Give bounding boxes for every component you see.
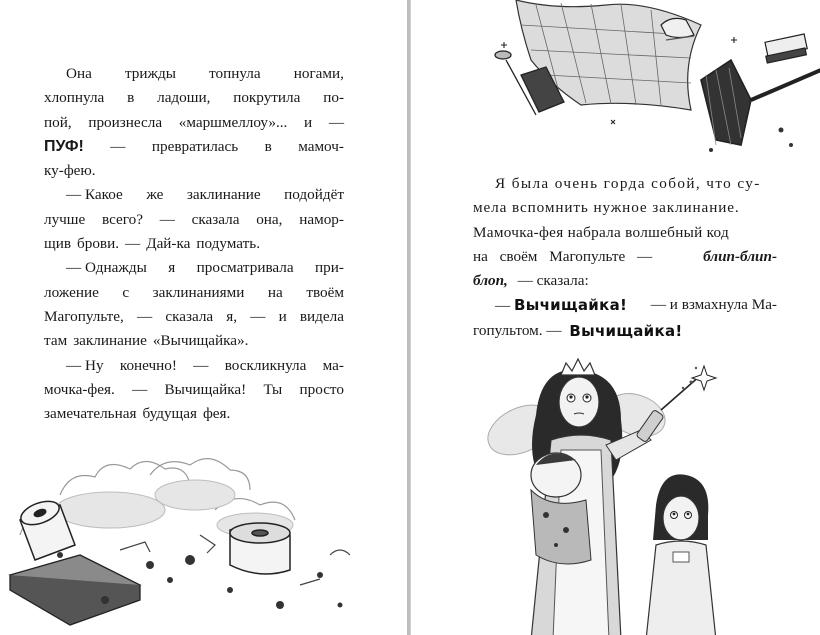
- text-word: намор-: [299, 210, 344, 228]
- text-line: [44, 183, 344, 207]
- text-word: Она: [66, 65, 92, 82]
- text-word: —: [159, 210, 175, 228]
- text-word: воскликнула: [224, 356, 307, 374]
- text-word: — Ну: [66, 356, 104, 374]
- text-word: — Однажды: [66, 259, 147, 277]
- text-word: заклинание: [73, 332, 147, 350]
- text-line: блоп, — сказала:: [473, 272, 589, 290]
- text-line: [44, 111, 344, 135]
- text-word: видела: [299, 307, 344, 325]
- text-word: я: [168, 259, 176, 277]
- text-word: Дай-ка: [146, 235, 191, 253]
- spell-word: Вычищайка!: [513, 296, 628, 315]
- text-word: мамоч-: [298, 137, 344, 155]
- text-word: на: [267, 283, 283, 301]
- text-word: же: [146, 186, 164, 204]
- text-word: произнесла: [88, 113, 163, 131]
- text-word: всего?: [102, 210, 143, 228]
- text-line: — Вычищайка! — и взмахнула Ма-: [495, 296, 777, 315]
- text-word: трижды: [124, 65, 176, 82]
- text-word: фея.: [202, 405, 231, 423]
- text-word: просто: [299, 380, 344, 398]
- cleaning-mess-illustration: [0, 415, 407, 635]
- text-word: конечно!: [119, 356, 177, 374]
- text-word: подумать.: [196, 235, 261, 253]
- text-word: твоём: [306, 283, 344, 301]
- text-word: —: [125, 235, 141, 253]
- text-word: заклинание: [186, 186, 261, 204]
- text-word: по-: [323, 89, 344, 107]
- text-word: при-: [315, 259, 344, 277]
- text-line: [44, 256, 344, 280]
- left-page: [0, 0, 408, 635]
- text-word: в: [264, 137, 272, 155]
- text-word: брови.: [77, 235, 120, 253]
- text-word: и: [278, 307, 287, 325]
- right-page-text: [473, 172, 777, 343]
- text-word: превратилась: [151, 137, 239, 155]
- text-word: сказала: [165, 307, 214, 325]
- flying-brooms-cloth-illustration: [411, 0, 820, 165]
- right-page: [410, 0, 820, 635]
- text-word: будущая: [142, 405, 197, 423]
- text-word: —: [110, 137, 126, 155]
- text-word: там: [44, 332, 68, 350]
- text-line: [44, 232, 344, 256]
- spell-word: Вычищайка!: [569, 321, 683, 340]
- text-line: [44, 329, 344, 353]
- text-word: ложение: [44, 283, 99, 301]
- left-page-text: [44, 62, 344, 426]
- text-line: мела вспомнить нужное заклинание.: [473, 199, 740, 217]
- text-word: пой,: [44, 113, 72, 131]
- text-word: ма-: [322, 356, 344, 374]
- text-word: —: [137, 307, 153, 325]
- fairy-mother-and-children-illustration: [411, 340, 820, 635]
- text-word: «маршмеллоу»...: [178, 113, 288, 131]
- text-line: [44, 135, 344, 159]
- text-word: в: [127, 89, 135, 107]
- text-word: —: [328, 113, 344, 131]
- text-word: мочка-фея.: [44, 380, 115, 398]
- text-line: [44, 305, 344, 329]
- text-line: Я была очень горда собой, что су-: [495, 175, 761, 192]
- text-line: на своём Магопульте — блип-блип-: [473, 247, 777, 265]
- text-word: топнула: [209, 65, 261, 82]
- text-line: [44, 281, 344, 305]
- text-word: ку-фею.: [44, 162, 96, 180]
- text-word: — Какое: [66, 186, 123, 204]
- text-line: Мамочка-фея набрала волшебный код: [473, 223, 730, 241]
- text-word: ладоши,: [157, 89, 211, 107]
- text-line: [44, 62, 344, 86]
- text-line: гопультом. — Вычищайка!: [473, 319, 777, 343]
- text-word: сказала: [191, 210, 240, 228]
- text-line: [44, 86, 344, 110]
- text-word: «Вычищайка».: [152, 332, 249, 350]
- text-line: [44, 378, 344, 402]
- text-word: покрутила: [233, 89, 301, 107]
- text-word: просматривала: [196, 259, 294, 277]
- text-word: Вычищайка!: [164, 380, 247, 398]
- text-word: щив: [44, 235, 71, 253]
- text-word: Ты: [263, 380, 283, 398]
- text-line: [44, 208, 344, 232]
- text-word: —: [250, 307, 266, 325]
- text-word: она,: [256, 210, 283, 228]
- text-word: замечательная: [44, 405, 137, 423]
- text-word: и: [304, 113, 313, 131]
- text-word: —: [132, 380, 148, 398]
- text-word: подойдёт: [284, 186, 344, 204]
- text-word: я,: [226, 307, 238, 325]
- text-line: [44, 354, 344, 378]
- text-word: лучше: [44, 210, 86, 228]
- text-word: Магопульте,: [44, 307, 124, 325]
- text-word: хлопнула: [44, 89, 105, 107]
- text-word: —: [193, 356, 209, 374]
- text-line: [44, 159, 344, 183]
- text-word: ногами,: [293, 65, 344, 82]
- text-word: заклинаниями: [152, 283, 245, 301]
- text-word: с: [122, 283, 130, 301]
- text-word: ПУФ!: [44, 137, 84, 155]
